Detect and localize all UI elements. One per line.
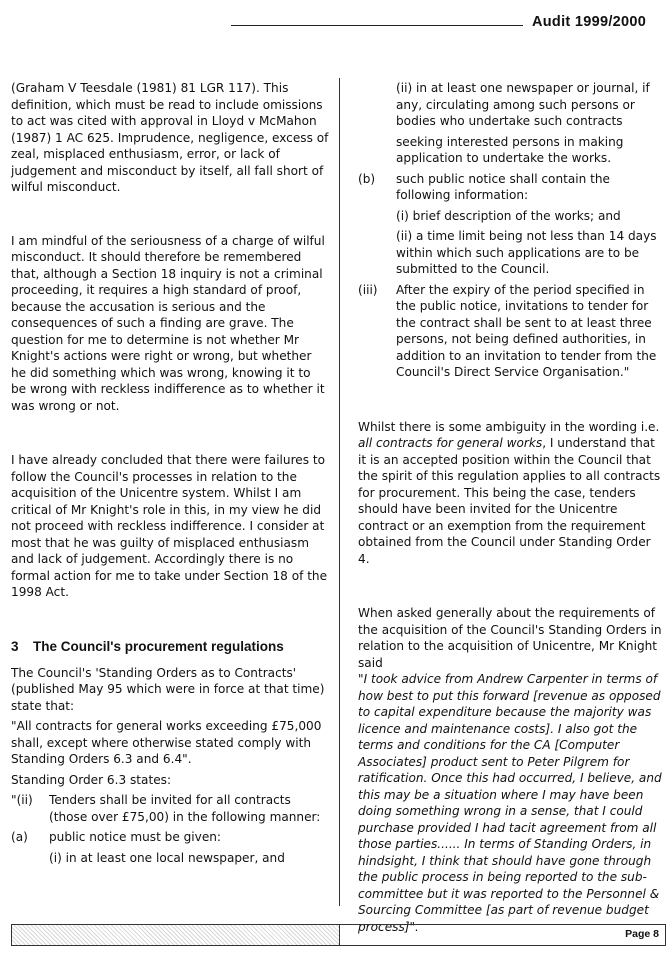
footer-separator [339, 925, 340, 945]
ambiguity-text-end: , I understand that it is an accepted position within the Council that the spirit of this regulation applies to all contracts for procurement. This being the case, tenders should have been invited for the Unicentre contract or an exemption from the requirement obtained from the Council under Standing Order 4. [358, 436, 661, 566]
clause-a-marker: (a) [11, 830, 28, 844]
right-column [358, 80, 664, 935]
clause-a-seeking: seeking interested persons in making application to undertake the works. [396, 134, 624, 165]
quote-general-works: "All contracts for general works exceeding £75,000 shall, except where otherwise stated comply with Standing Orders 6.3 and 6.4". [11, 719, 322, 766]
header-rule [231, 25, 523, 26]
paragraph-ambiguity [358, 419, 664, 568]
clause-b [358, 171, 664, 204]
document-header-title: Audit 1999/2000 [532, 14, 647, 30]
clause-ii-marker: "(ii) [11, 793, 33, 807]
paragraph-wilful-misconduct: I am mindful of the seriousness of a charge of wilful misconduct. It should therefore be remembered that, although a Section 18 inquiry is not a criminal proceeding, it requires a high standard of proof, because the accusation is serious and the consequences of such a finding are grave. The question for me to determine is not whether Mr Knight's actions were right or wrong, but whether he did something which was wrong, knowing it to be wrong with reckless indifference as to whether it was wrong or not. [11, 233, 325, 413]
ambiguity-emphasis: all contracts for general works [358, 436, 543, 450]
paragraph-definition: (Graham V Teesdale (1981) 81 LGR 117). This definition, which must be read to include omissions to act was cited with approval in Lloyd v McMahon (1987) 1 AC 625. Imprudence, negligence, excess of zeal, misplaced enthusiasm, error, or lack of judgement and misconduct by itself, all fall short of wilful misconduct. [11, 81, 329, 194]
paragraph-order-6-3: Standing Order 6.3 states: [11, 772, 172, 787]
paragraph-conclusion: I have already concluded that there were failures to follow the Council's processes in relation to the acquisition of the Unicentre system. Whilst I am critical of Mr Knight's role in this, in my view he did not proceed with reckless indifference. I consider at most that he was guilty of misplaced enthusiasm and lack of judgement. Accordingly there is no formal action for me to take under Section 18 of the 1998 Act. [11, 453, 328, 599]
clause-iii-text: After the expiry of the period specified in the public notice, invitations to tender for the contract shall be sent to at least three persons, not being defined authorities, in addition to an invitation to tender from the Council's Direct Service Organisation." [396, 282, 657, 379]
clause-iii-marker: (iii) [358, 282, 378, 297]
section-number: 3 [11, 638, 19, 654]
paragraph-standing-orders: The Council's 'Standing Orders as to Contracts' (published May 95 which were in force at that time) state that: [11, 665, 325, 713]
clause-ii-text: Tenders shall be invited for all contracts (those over £75,00) in the following manner: [49, 793, 321, 824]
knight-quote: "I took advice from Andrew Carpenter in terms of how best to put this forward [revenue as opposed to capital expenditure because the majority was licence and maintenance costs]. I also got the terms and conditions for the CA [Computer Associates] product sent to Peter Pilgrem for ratification. Once this had occurred, I believe, and this may be a situation where I may have been doing something wrong in a sense, that I could purchase provided I had tacit agreement from all those parties...... In terms of Standing Orders, in hindsight, I think that should have gone through the public process in being reported to the sub-committee but it was reported to the Personnel & Sourcing Committee [as part of revenue budget process]". [358, 672, 662, 934]
clause-b-text: such public notice shall contain the following information: [396, 171, 610, 202]
clause-a-i: (i) in at least one local newspaper, and [49, 850, 285, 865]
section-heading [11, 639, 329, 655]
footer-shaded-panel [12, 925, 339, 945]
left-column [11, 80, 329, 866]
clause-iii [358, 282, 664, 381]
column-divider [339, 78, 340, 906]
page-number: Page 8 [625, 928, 659, 940]
page-footer [11, 924, 666, 946]
clause-b-i: (i) brief description of the works; and [396, 208, 621, 223]
clause-ii [11, 792, 329, 825]
clause-b-ii: (ii) a time limit being not less than 14 days within which such applications are to be submitted to the Council. [396, 229, 657, 276]
clause-a-ii: (ii) in at least one newspaper or journal, if any, circulating among such persons or bodies who undertake such contracts [396, 81, 650, 128]
clause-a-text: public notice must be given: [49, 830, 221, 844]
section-title: The Council's procurement regulations [33, 638, 284, 654]
clause-b-marker: (b) [358, 171, 376, 186]
clause-a [11, 829, 329, 846]
ambiguity-text-start: Whilst there is some ambiguity in the wording i.e. [358, 419, 660, 434]
paragraph-asked: When asked generally about the requirements of the acquisition of the Council's Standing Orders in relation to the acquisition of Unicentre, Mr Knight said [358, 606, 662, 670]
